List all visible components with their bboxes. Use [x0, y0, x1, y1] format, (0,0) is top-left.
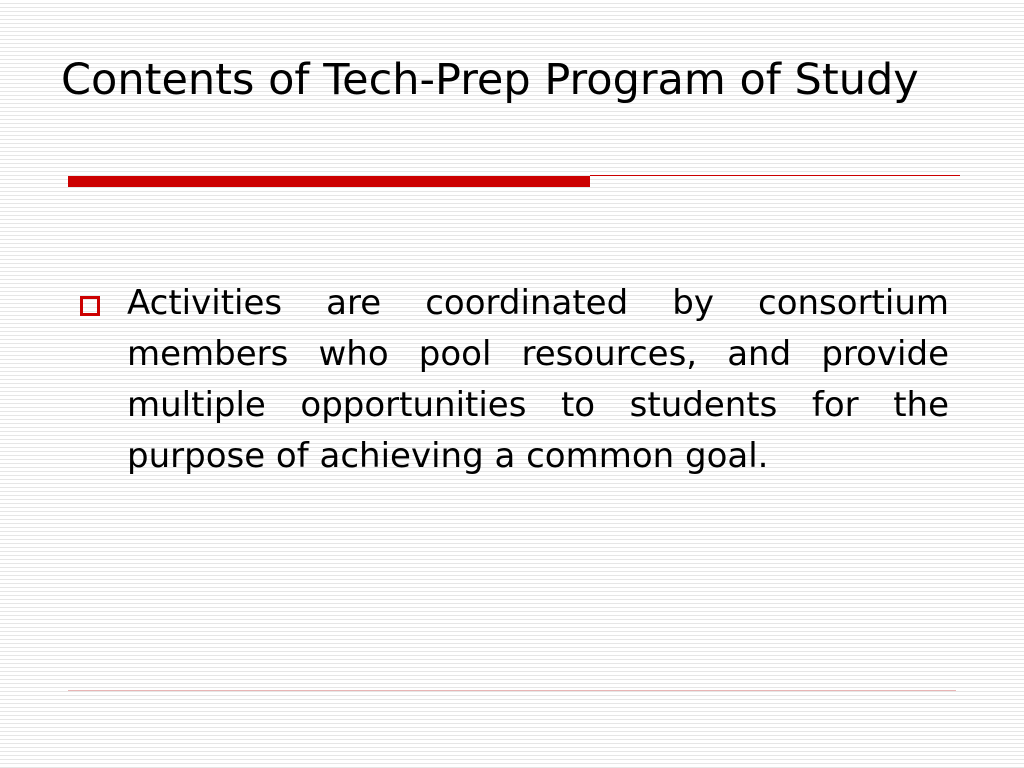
bullet-list: [79, 278, 949, 482]
title-underline-thick: [68, 176, 590, 187]
hollow-square-bullet-icon: [80, 296, 100, 316]
bullet-item: [79, 278, 949, 482]
footer-divider: [68, 690, 956, 691]
bullet-text: Activities are coordinated by consortium members who pool resources, and provide multiple opportunities to students for the purpose of achieving a common goal.: [127, 283, 949, 476]
slide-title: Contents of Tech-Prep Program of Study: [61, 55, 919, 105]
title-underline-thin: [590, 175, 960, 176]
